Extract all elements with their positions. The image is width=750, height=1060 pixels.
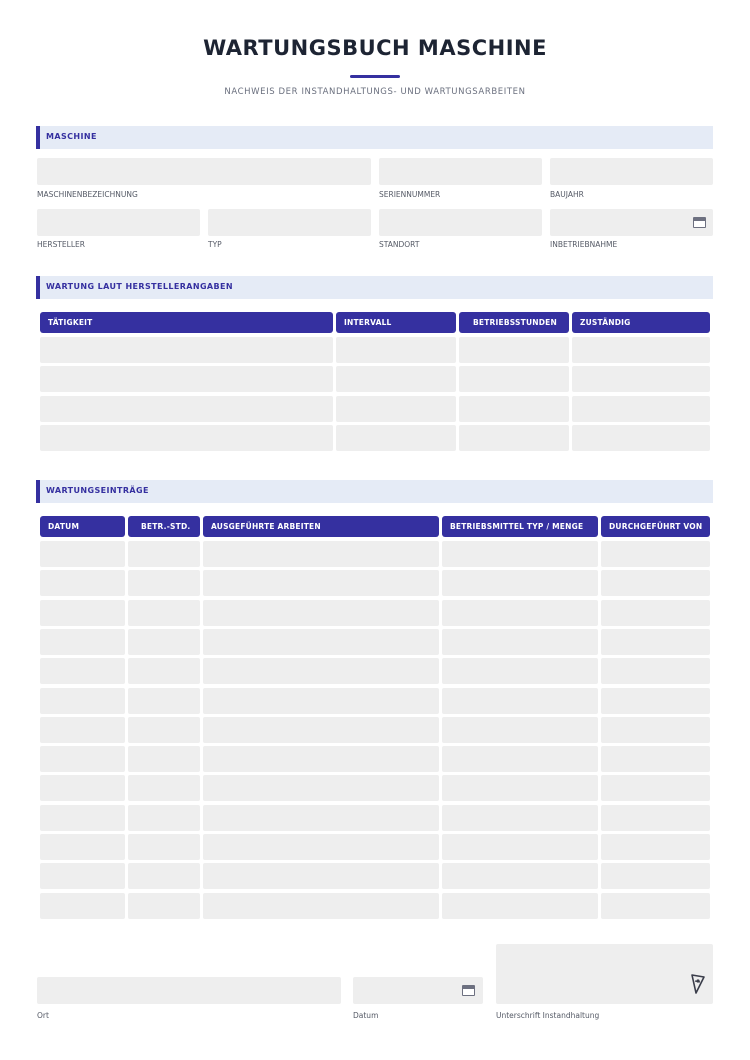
entry-row-performed-by-cell[interactable] <box>601 717 710 743</box>
entry-row-work-performed-cell[interactable] <box>203 541 439 567</box>
entry-row-work-performed-cell[interactable] <box>203 658 439 684</box>
entry-row-date-cell[interactable] <box>40 570 125 596</box>
entry-row-supplies-cell[interactable] <box>442 893 598 919</box>
entry-row-supplies-cell[interactable] <box>442 717 598 743</box>
entry-row-supplies-cell[interactable] <box>442 863 598 889</box>
entry-row-operating-hours-cell[interactable] <box>128 893 200 919</box>
entry-row-operating-hours-cell[interactable] <box>128 834 200 860</box>
entry-row-operating-hours-cell[interactable] <box>128 863 200 889</box>
manufacturer-field[interactable] <box>37 209 200 236</box>
column-header-performed-by: DURCHGEFÜHRT VON <box>601 516 710 537</box>
entry-row-performed-by-cell[interactable] <box>601 541 710 567</box>
plan-row-operating-hours-cell[interactable] <box>459 425 569 451</box>
entry-row-performed-by-cell[interactable] <box>601 893 710 919</box>
plan-row-responsible-cell[interactable] <box>572 425 710 451</box>
entry-row-supplies-cell[interactable] <box>442 541 598 567</box>
entry-row-operating-hours-cell[interactable] <box>128 775 200 801</box>
entry-row-operating-hours-cell[interactable] <box>128 805 200 831</box>
plan-row-operating-hours-cell[interactable] <box>459 337 569 363</box>
column-header-work-performed: AUSGEFÜHRTE ARBEITEN <box>203 516 439 537</box>
entry-row-operating-hours-cell[interactable] <box>128 629 200 655</box>
column-header-activity: TÄTIGKEIT <box>40 312 333 333</box>
entry-row-date-cell[interactable] <box>40 805 125 831</box>
plan-row-interval-cell[interactable] <box>336 337 456 363</box>
location-label: STANDORT <box>379 240 420 249</box>
location-field[interactable] <box>379 209 542 236</box>
machine-designation-label: MASCHINENBEZEICHNUNG <box>37 190 138 199</box>
section-header-machine <box>36 126 713 149</box>
signature-label: Unterschrift Instandhaltung <box>496 1011 600 1020</box>
entry-row-performed-by-cell[interactable] <box>601 570 710 596</box>
entry-row-operating-hours-cell[interactable] <box>128 746 200 772</box>
section-title-maintenance-plan: WARTUNG LAUT HERSTELLERANGABEN <box>46 282 233 291</box>
manufacturer-label: HERSTELLER <box>37 240 85 249</box>
entry-row-performed-by-cell[interactable] <box>601 746 710 772</box>
column-header-supplies: BETRIEBSMITTEL TYP / MENGE <box>442 516 598 537</box>
commissioning-label: INBETRIEBNAHME <box>550 240 618 249</box>
entry-row-supplies-cell[interactable] <box>442 775 598 801</box>
page-title: WARTUNGSBUCH MASCHINE <box>203 36 547 60</box>
type-label: TYP <box>208 240 222 249</box>
page-subtitle: NACHWEIS DER INSTANDHALTUNGS- UND WARTUNGSARBEITEN <box>224 87 526 97</box>
entry-row-work-performed-cell[interactable] <box>203 863 439 889</box>
plan-row-responsible-cell[interactable] <box>572 337 710 363</box>
title-underline <box>350 75 400 78</box>
entry-row-supplies-cell[interactable] <box>442 629 598 655</box>
plan-row-operating-hours-cell[interactable] <box>459 366 569 392</box>
calendar-icon[interactable] <box>462 985 475 996</box>
entry-row-work-performed-cell[interactable] <box>203 834 439 860</box>
entry-row-work-performed-cell[interactable] <box>203 746 439 772</box>
plan-row-responsible-cell[interactable] <box>572 396 710 422</box>
entry-row-date-cell[interactable] <box>40 629 125 655</box>
pen-icon <box>690 973 706 995</box>
column-header-operating-hours: BETRIEBSSTUNDEN <box>459 312 569 333</box>
plan-row-interval-cell[interactable] <box>336 396 456 422</box>
entry-row-performed-by-cell[interactable] <box>601 805 710 831</box>
column-header-date: DATUM <box>40 516 125 537</box>
plan-row-activity-cell[interactable] <box>40 337 333 363</box>
entry-row-supplies-cell[interactable] <box>442 805 598 831</box>
entry-row-performed-by-cell[interactable] <box>601 629 710 655</box>
entry-row-operating-hours-cell[interactable] <box>128 570 200 596</box>
signature-date-field[interactable] <box>353 977 483 1004</box>
entry-row-date-cell[interactable] <box>40 717 125 743</box>
plan-row-interval-cell[interactable] <box>336 366 456 392</box>
type-field[interactable] <box>208 209 371 236</box>
entry-row-work-performed-cell[interactable] <box>203 629 439 655</box>
section-title-machine: MASCHINE <box>46 132 97 141</box>
entry-row-date-cell[interactable] <box>40 775 125 801</box>
plan-row-interval-cell[interactable] <box>336 425 456 451</box>
build-year-field[interactable] <box>550 158 713 185</box>
entry-row-supplies-cell[interactable] <box>442 570 598 596</box>
entry-row-operating-hours-cell[interactable] <box>128 600 200 626</box>
section-title-entries: WARTUNGSEINTRÄGE <box>46 486 149 495</box>
entry-row-work-performed-cell[interactable] <box>203 805 439 831</box>
entry-row-date-cell[interactable] <box>40 893 125 919</box>
serial-number-label: SERIENNUMMER <box>379 190 441 199</box>
entry-row-date-cell[interactable] <box>40 600 125 626</box>
entry-row-date-cell[interactable] <box>40 746 125 772</box>
entry-row-date-cell[interactable] <box>40 863 125 889</box>
entry-row-date-cell[interactable] <box>40 658 125 684</box>
column-header-operating-hours-short: BETR.-STD. <box>128 516 200 537</box>
entry-row-performed-by-cell[interactable] <box>601 775 710 801</box>
plan-row-activity-cell[interactable] <box>40 366 333 392</box>
entry-row-supplies-cell[interactable] <box>442 746 598 772</box>
entry-row-performed-by-cell[interactable] <box>601 688 710 714</box>
entry-row-supplies-cell[interactable] <box>442 688 598 714</box>
entry-row-operating-hours-cell[interactable] <box>128 688 200 714</box>
column-header-interval: INTERVALL <box>336 312 456 333</box>
place-field[interactable] <box>37 977 341 1004</box>
entry-row-supplies-cell[interactable] <box>442 658 598 684</box>
calendar-icon[interactable] <box>693 217 706 228</box>
entry-row-operating-hours-cell[interactable] <box>128 541 200 567</box>
entry-row-performed-by-cell[interactable] <box>601 834 710 860</box>
entry-row-performed-by-cell[interactable] <box>601 863 710 889</box>
entry-row-work-performed-cell[interactable] <box>203 775 439 801</box>
date-label: Datum <box>353 1011 379 1020</box>
entry-row-work-performed-cell[interactable] <box>203 893 439 919</box>
entry-row-work-performed-cell[interactable] <box>203 688 439 714</box>
entry-row-operating-hours-cell[interactable] <box>128 717 200 743</box>
entry-row-date-cell[interactable] <box>40 541 125 567</box>
entry-row-date-cell[interactable] <box>40 834 125 860</box>
entry-row-performed-by-cell[interactable] <box>601 600 710 626</box>
build-year-label: BAUJAHR <box>550 190 584 199</box>
plan-row-activity-cell[interactable] <box>40 396 333 422</box>
plan-row-responsible-cell[interactable] <box>572 366 710 392</box>
plan-row-operating-hours-cell[interactable] <box>459 396 569 422</box>
entry-row-operating-hours-cell[interactable] <box>128 658 200 684</box>
section-header-entries <box>36 480 713 503</box>
column-header-responsible: ZUSTÄNDIG <box>572 312 710 333</box>
serial-number-field[interactable] <box>379 158 542 185</box>
entry-row-supplies-cell[interactable] <box>442 834 598 860</box>
entry-row-work-performed-cell[interactable] <box>203 570 439 596</box>
signature-box[interactable] <box>496 944 713 1004</box>
entry-row-date-cell[interactable] <box>40 688 125 714</box>
entry-row-supplies-cell[interactable] <box>442 600 598 626</box>
entry-row-performed-by-cell[interactable] <box>601 658 710 684</box>
plan-row-activity-cell[interactable] <box>40 425 333 451</box>
commissioning-date-field[interactable] <box>550 209 713 236</box>
section-header-maintenance-plan <box>36 276 713 299</box>
entry-row-work-performed-cell[interactable] <box>203 717 439 743</box>
entry-row-work-performed-cell[interactable] <box>203 600 439 626</box>
machine-designation-field[interactable] <box>37 158 371 185</box>
place-label: Ort <box>37 1011 49 1020</box>
